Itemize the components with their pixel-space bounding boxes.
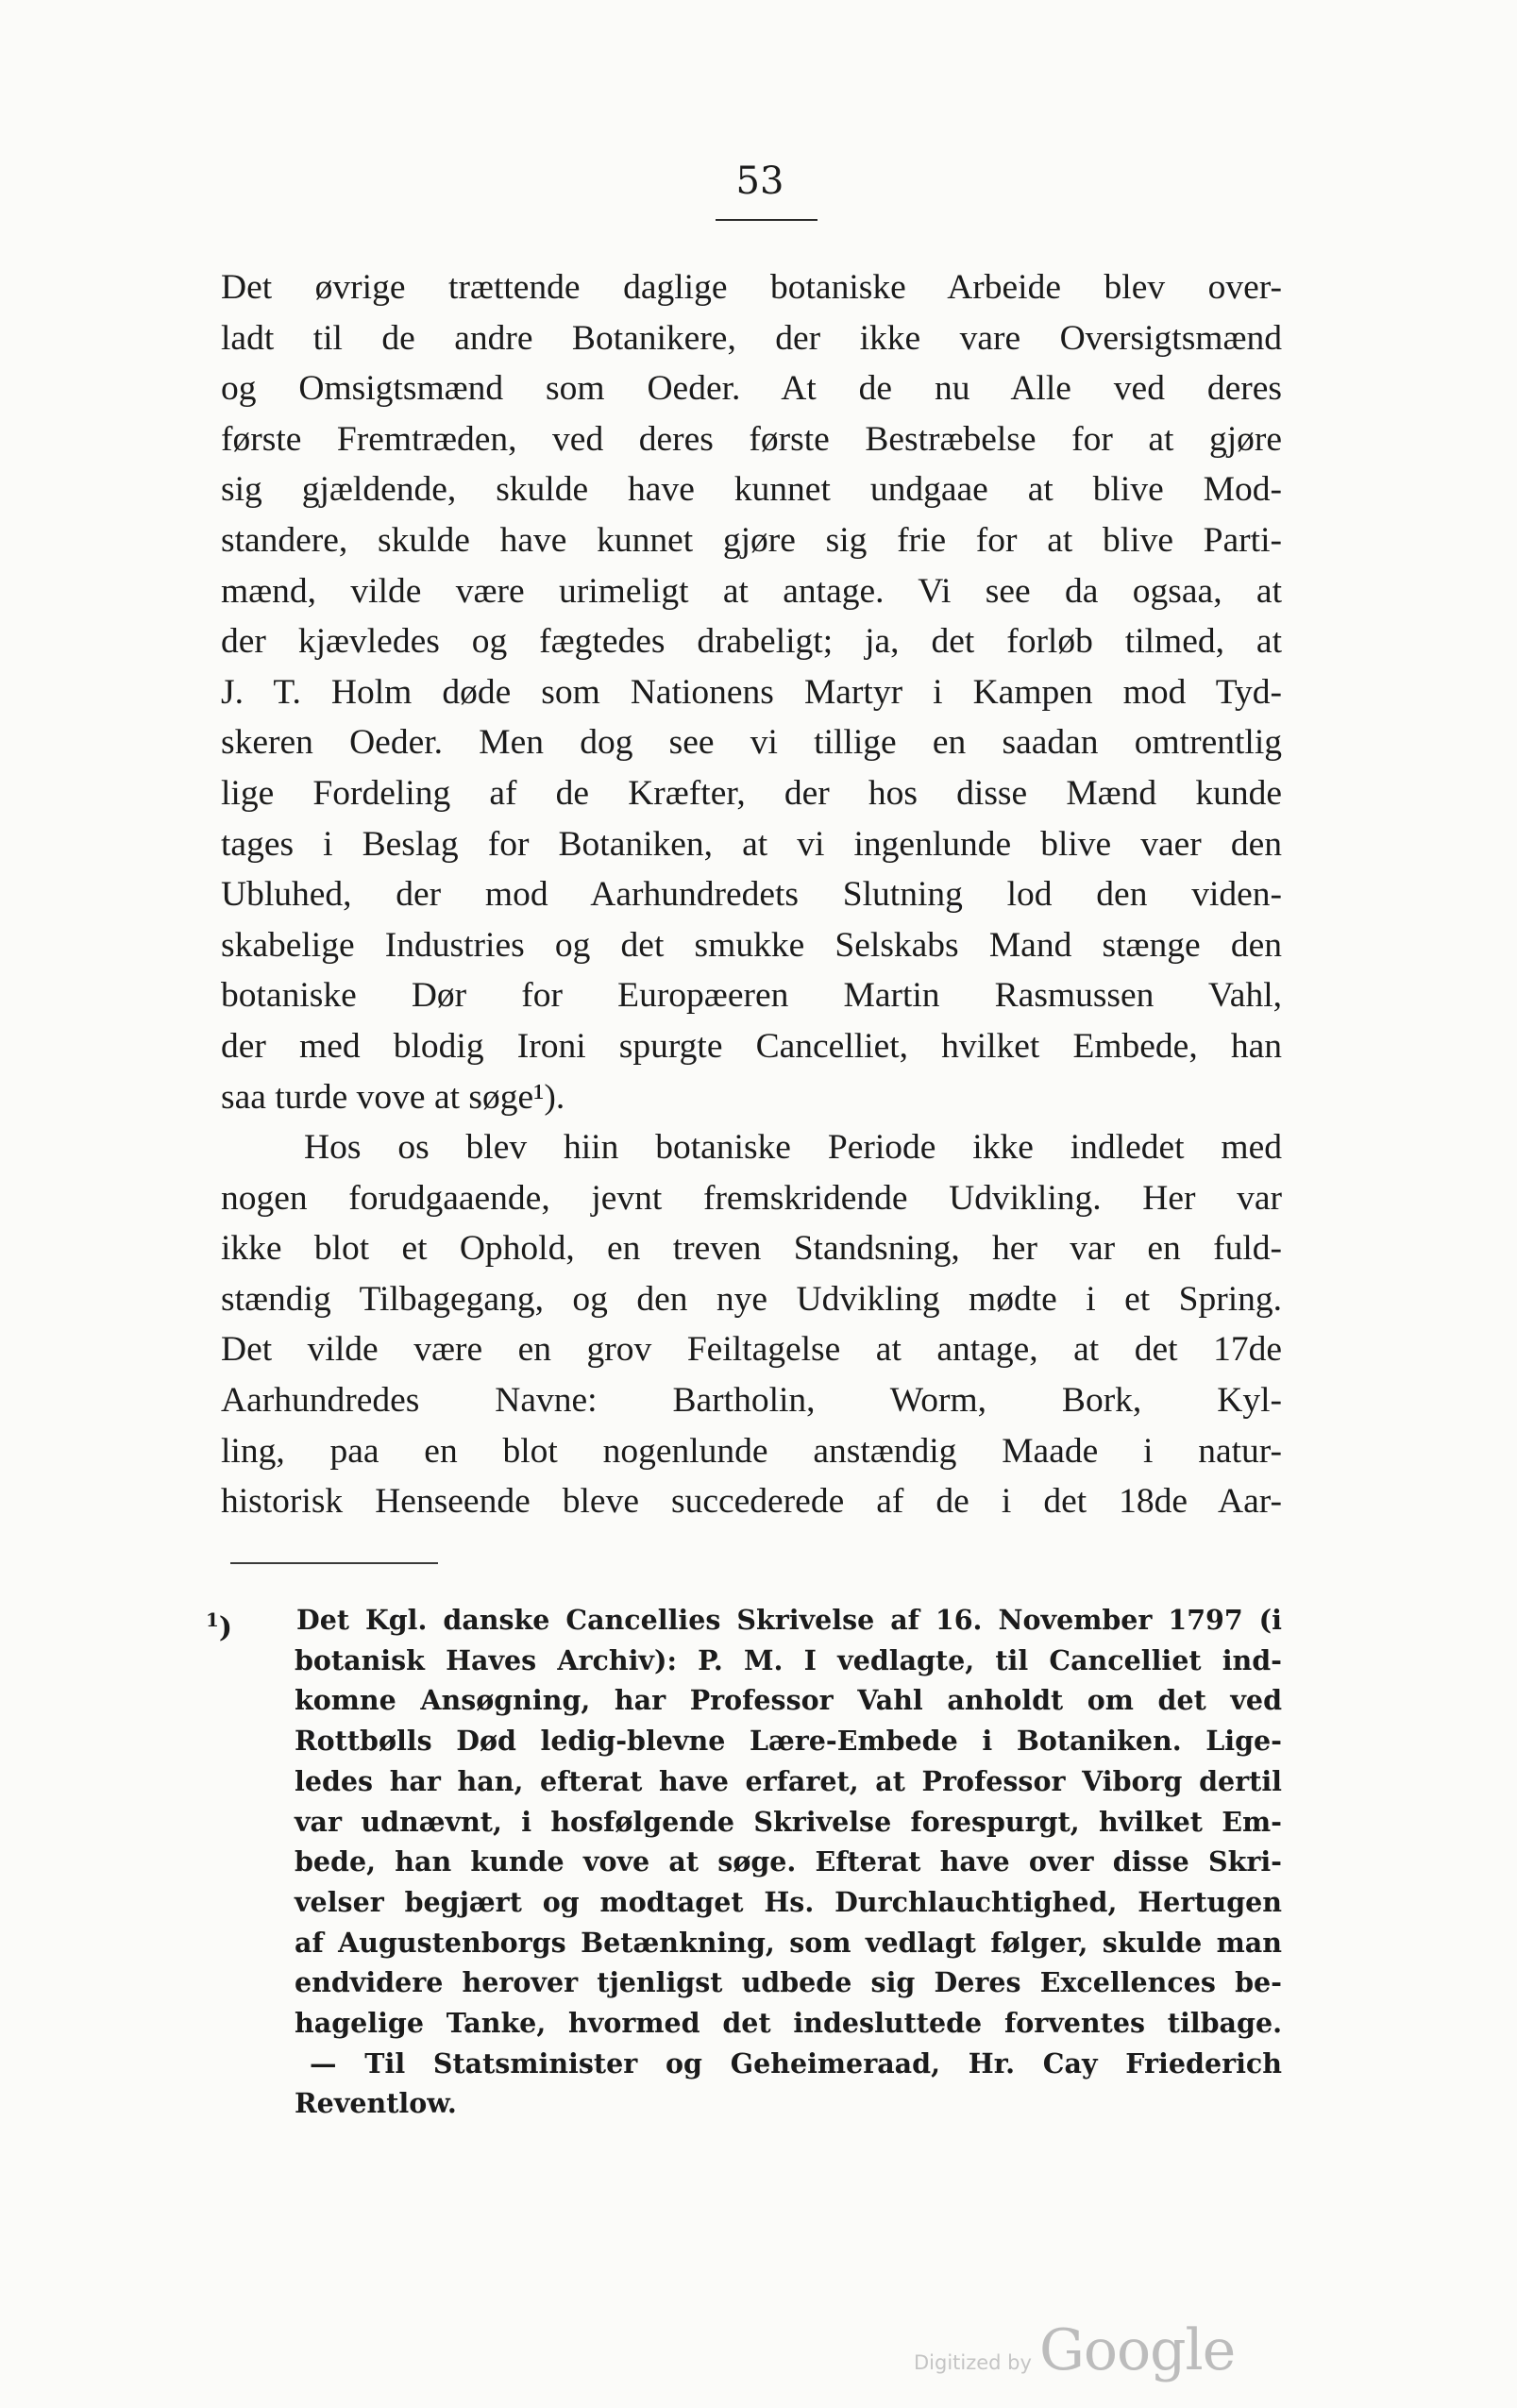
- footnote-line: — Til Statsminister og Geheimeraad, Hr. Cay Friederich: [310, 2046, 1282, 2080]
- body-line: tages i Beslag for Botaniken, at vi ingenlunde blive vaer den: [221, 824, 1282, 864]
- paragraph-start-line: Hos os blev hiin botaniske Periode ikke indledet med: [304, 1128, 1282, 1168]
- footnote-line: bede, han kunde vove at søge. Efterat have over disse Skri-: [295, 1845, 1282, 1878]
- body-line: J. T. Holm døde som Nationens Martyr i Kampen mod Tyd-: [221, 672, 1282, 712]
- body-line: Det øvrige trættende daglige botaniske Arbeide blev over-: [221, 268, 1282, 307]
- page-number-rule: [716, 219, 817, 221]
- footnote-line: Det Kgl. danske Cancellies Skrivelse af 16. November 1797 (i: [296, 1604, 1282, 1636]
- body-text: [221, 262, 1282, 1527]
- footnote-line: ledes har han, efterat have erfaret, at Professor Viborg dertil: [295, 1764, 1282, 1797]
- footnote-marker: $^1$): [206, 1608, 233, 1644]
- body-line: mænd, vilde være urimeligt at antage. Vi see da ogsaa, at: [221, 571, 1282, 611]
- body-line: lige Fordeling af de Kræfter, der hos disse Mænd kunde: [221, 773, 1282, 813]
- body-line: ikke blot et Ophold, en treven Standsning, her var en fuld-: [221, 1229, 1282, 1269]
- body-line: ladt til de andre Botanikere, der ikke vare Oversigtsmænd: [221, 318, 1282, 358]
- body-line: nogen forudgaaende, jevnt fremskridende Udvikling. Her var: [221, 1178, 1282, 1218]
- footnote-separator: [230, 1562, 438, 1564]
- body-line: historisk Henseende bleve succederede af de i det 18de Aar-: [221, 1482, 1282, 1522]
- body-line: skeren Oeder. Men dog see vi tillige en saadan omtrentlig: [221, 723, 1282, 763]
- body-line: saa turde vove at søge¹).: [221, 1077, 565, 1117]
- body-line: Aarhundredes Navne: Bartholin, Worm, Bork, Kyl-: [221, 1381, 1282, 1421]
- body-line: stændig Tilbagegang, og den nye Udvikling mødte i et Spring.: [221, 1279, 1282, 1319]
- footnote-line: hagelige Tanke, hvormed det indesluttede forventes tilbage.: [295, 2007, 1282, 2040]
- footnote-line: Reventlow.: [295, 2087, 457, 2120]
- google-logo: Google: [1038, 2317, 1236, 2383]
- footnote-line: af Augustenborgs Betænkning, som vedlagt følger, skulde man: [295, 1926, 1282, 1959]
- body-line: sig gjældende, skulde have kunnet undgaae at blive Mod-: [221, 470, 1282, 510]
- body-line: og Omsigtsmænd som Oeder. At de nu Alle ved deres: [221, 369, 1282, 409]
- body-line: der med blodig Ironi spurgte Cancelliet, hvilket Embede, han: [221, 1026, 1282, 1066]
- body-line: første Fremtræden, ved deres første Bestræbelse for at gjøre: [221, 419, 1282, 459]
- footnote-line: velser begjært og modtaget Hs. Durchlauchtighed, Hertugen: [295, 1885, 1282, 1918]
- body-line: ling, paa en blot nogenlunde anstændig Maade i natur-: [221, 1431, 1282, 1471]
- watermark-prefix: Digitized by: [914, 2351, 1032, 2374]
- body-line: skabelige Industries og det smukke Selskabs Mand stænge den: [221, 925, 1282, 965]
- body-line: botaniske Dør for Europæeren Martin Rasmussen Vahl,: [221, 976, 1282, 1016]
- footnote-line: endvidere herover tjenligst udbede sig Deres Excellences be-: [295, 1966, 1282, 1999]
- page-number: 53: [735, 160, 784, 203]
- footnote-line: var udnævnt, i hosfølgende Skrivelse forespurgt, hvilket Em-: [295, 1805, 1282, 1838]
- body-line: standere, skulde have kunnet gjøre sig frie for at blive Parti-: [221, 520, 1282, 560]
- footnote-line: komne Ansøgning, har Professor Vahl anholdt om det ved: [295, 1684, 1282, 1717]
- footnote: [206, 1600, 1282, 2124]
- body-line: Det vilde være en grov Feiltagelse at antage, at det 17de: [221, 1330, 1282, 1370]
- body-line: der kjævledes og fægtedes drabeligt; ja, det forløb tilmed, at: [221, 622, 1282, 662]
- body-line: Ubluhed, der mod Aarhundredets Slutning lod den viden-: [221, 875, 1282, 915]
- footnote-line: botanisk Haves Archiv): P. M. I vedlagte, til Cancelliet ind-: [295, 1643, 1282, 1676]
- footnote-line: Rottbølls Død ledig-blevne Lære-Embede i Botaniken. Lige-: [295, 1725, 1282, 1758]
- digitized-by-watermark: [914, 2317, 1235, 2383]
